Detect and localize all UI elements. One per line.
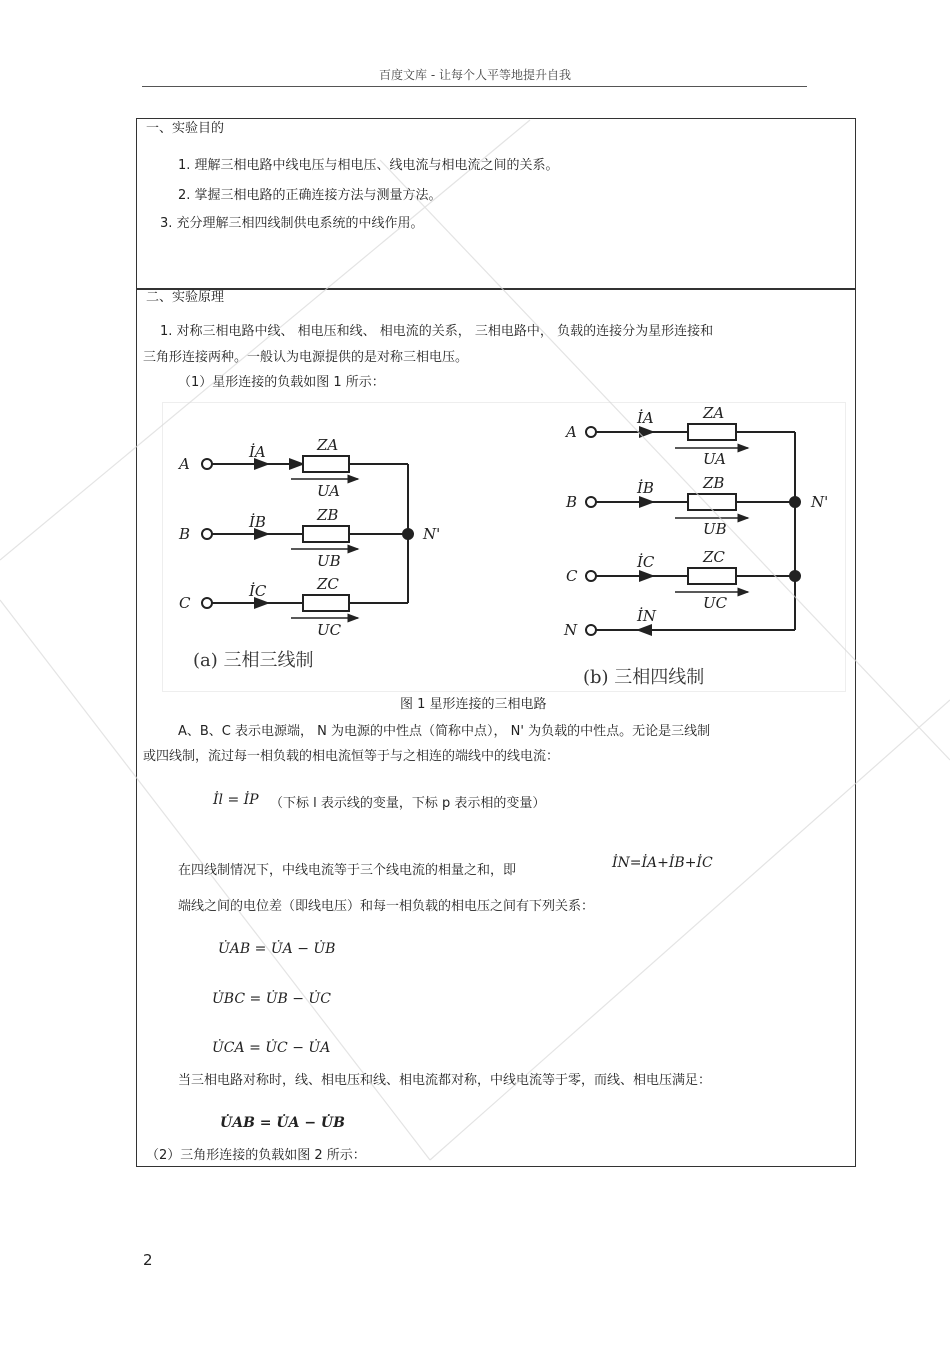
objective-item-1: 1. 理解三相电路中线电压与相电压、线电流与相电流之间的关系。 — [178, 158, 559, 173]
principle-paragraph-1a: 1. 对称三相电路中线、 相电压和线、 相电流的关系， 三相电路中， 负载的连接分为星形连接和 — [160, 324, 714, 339]
principle-paragraph-4: 在四线制情况下，中线电流等于三个线电流的相量之和，即 — [178, 863, 517, 878]
node-n-prime-b: N' — [811, 493, 829, 511]
current-n-b: İN — [637, 607, 657, 625]
principle-paragraph-7: （2）三角形连接的负载如图 2 所示： — [146, 1148, 366, 1163]
terminal-b-b: B — [566, 493, 578, 511]
impedance-c: ZC — [317, 575, 339, 593]
current-a-b: İA — [637, 409, 654, 427]
impedance-a: ZA — [317, 436, 339, 454]
diagram-a-label: (a) 三相三线制 — [193, 650, 314, 671]
page-header: 百度文库 - 让每个人平等地提升自我 — [379, 68, 571, 82]
principle-paragraph-5: 端线之间的电位差（即线电压）和每一相负载的相电压之间有下列关系： — [178, 899, 595, 914]
voltage-b-b: UB — [703, 520, 727, 538]
section-objectives-title: 一、实验目的 — [146, 121, 225, 136]
objective-item-3: 3. 充分理解三相四线制供电系统的中线作用。 — [160, 216, 424, 231]
terminal-a-b: A — [566, 423, 577, 441]
current-a: İA — [249, 443, 266, 461]
equation-note: （下标 l 表示线的变量，下标 p 表示相的变量） — [270, 796, 546, 811]
figure-star-connection — [162, 402, 846, 692]
diagram-b — [586, 424, 800, 635]
impedance-a-b: ZA — [703, 404, 725, 422]
terminal-b: B — [179, 525, 191, 543]
equation-neutral-current: İN=İA+İB+İC — [612, 855, 713, 871]
principle-paragraph-3a: A、B、C 表示电源端， N 为电源的中性点（简称中点）， N' 为负载的中性点。无论是三线制 — [178, 724, 711, 739]
voltage-a: UA — [317, 482, 341, 500]
circuit-diagram — [163, 403, 845, 691]
current-b: İB — [249, 513, 266, 531]
equation-uab: U̇AB = U̇A − U̇B — [218, 941, 336, 957]
equation-ubc: U̇BC = U̇B − U̇C — [212, 991, 331, 1007]
equation-uca: U̇CA = U̇C − U̇A — [212, 1040, 331, 1056]
current-c: İC — [249, 582, 267, 600]
principle-paragraph-6: 当三相电路对称时，线、相电压和线、相电流都对称，中线电流等于零，而线、相电压满足： — [178, 1073, 712, 1088]
impedance-b: ZB — [317, 506, 339, 524]
figure-caption: 图 1 星形连接的三相电路 — [400, 697, 547, 712]
terminal-c-b: C — [566, 567, 578, 585]
impedance-b-b: ZB — [703, 474, 725, 492]
principle-paragraph-1b: 三角形连接两种。一般认为电源提供的是对称三相电压。 — [143, 350, 469, 365]
terminal-n-b: N — [564, 621, 578, 639]
equation-uab-symmetric: U̇AB = U̇A − U̇B — [220, 1115, 345, 1131]
page-number: 2 — [143, 1251, 153, 1269]
equation-line-phase-current: İl = İP — [213, 792, 259, 808]
voltage-c-b: UC — [703, 594, 728, 612]
voltage-b: UB — [317, 552, 341, 570]
diagram-b-label: (b) 三相四线制 — [583, 667, 705, 688]
principle-paragraph-2: （1）星形连接的负载如图 1 所示： — [178, 375, 385, 390]
terminal-a: A — [179, 455, 190, 473]
current-b-b: İB — [637, 479, 654, 497]
impedance-c-b: ZC — [703, 548, 725, 566]
section-principle-title: 二、实验原理 — [146, 290, 225, 305]
current-c-b: İC — [637, 553, 655, 571]
diagram-a — [202, 456, 413, 618]
header-rule — [142, 86, 807, 87]
objective-item-2: 2. 掌握三相电路的正确连接方法与测量方法。 — [178, 188, 442, 203]
terminal-c: C — [179, 594, 191, 612]
voltage-a-b: UA — [703, 450, 727, 468]
node-n-prime: N' — [423, 525, 441, 543]
principle-paragraph-3b: 或四线制，流过每一相负载的相电流恒等于与之相连的端线中的线电流： — [143, 749, 560, 764]
voltage-c: UC — [317, 621, 342, 639]
